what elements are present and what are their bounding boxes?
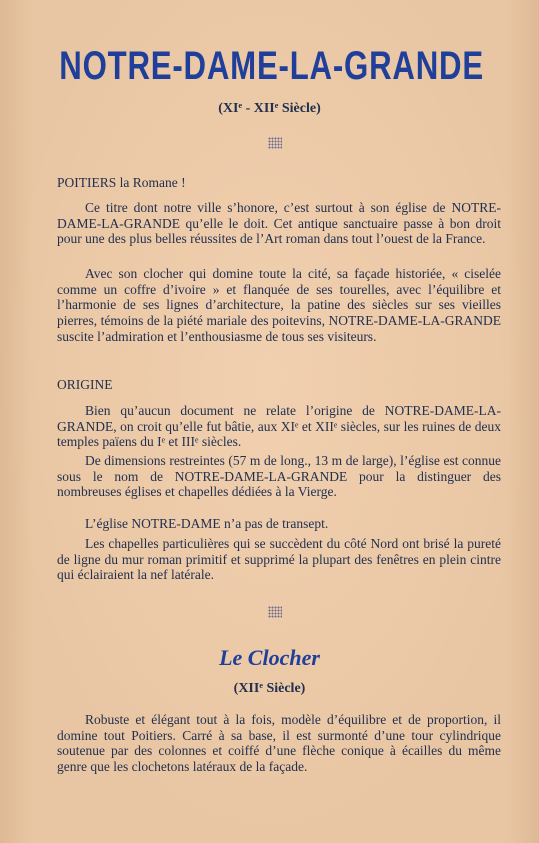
clocher-paragraph: Robuste et élégant tout à la fois, modèle d’équilibre et de proportion, il domine tout Poitiers. Carré à sa base, il est surmonté d’une tour cylindrique soutenue par des colonnes et coiffé d’une flèche conique à écailles du même genre que les clochetons latéraux de la façade. [57, 712, 501, 775]
intro-paragraph-1: Ce titre dont notre ville s’honore, c’est surtout à son église de NOTRE-DAME-LA-GRANDE qu’elle le doit. Cet antique sanctuaire passe à bon droit pour une des plus belles réussites de l’Art roman dans tout l’ouest de la France. [57, 200, 501, 247]
dotted-ornament-icon [268, 606, 282, 618]
intro-paragraph-2: Avec son clocher qui domine toute la cité, sa façade historiée, « ciselée comme un coffre d’ivoire » et flanquée de ses tourelles, avec l’équilibre et l’harmonie de ses lignes d’architecture, la patine des siècles sur ses vieilles pierres, témoins de la piété mariale des poitevins, NOTRE-DAME-LA-GRANDE suscite l’admiration et l’enthousiasme de tous ses visiteurs. [57, 266, 501, 344]
section-title-clocher: Le Clocher [219, 645, 320, 670]
page-title: NOTRE-DAME-LA-GRANDE [59, 44, 484, 88]
origin-paragraph-2: De dimensions restreintes (57 m de long., 13 m de large), l’église est connue sous le nom de NOTRE-DAME-LA-GRANDE pour la distinguer des nombreuses églises et chapelles dédiées à la Vierge. [57, 453, 501, 500]
dotted-ornament-icon [268, 137, 282, 149]
origin-heading: ORIGINE [57, 377, 113, 392]
origin-paragraph-3: L’église NOTRE-DAME n’a pas de transept. [85, 516, 329, 531]
section-subtitle-clocher: (XIIᵉ Siècle) [233, 681, 306, 696]
page-subtitle: (XIᵉ - XIIᵉ Siècle) [218, 101, 321, 116]
intro-heading: POITIERS la Romane ! [57, 175, 186, 190]
origin-paragraph-4: Les chapelles particulières qui se succèdent du côté Nord ont brisé la pureté de ligne du mur roman primitif et supprimé la plupart des fenêtres en plein cintre qui éclairaient la nef latérale. [57, 536, 501, 583]
origin-paragraph-1: Bien qu’aucun document ne relate l’origine de NOTRE-DAME-LA-GRANDE, on croit qu’elle fut bâtie, aux XIᵉ et XIIᵉ siècles, sur les ruines de deux temples païens du Iᵉ et IIIᵉ siècles. [57, 403, 501, 450]
